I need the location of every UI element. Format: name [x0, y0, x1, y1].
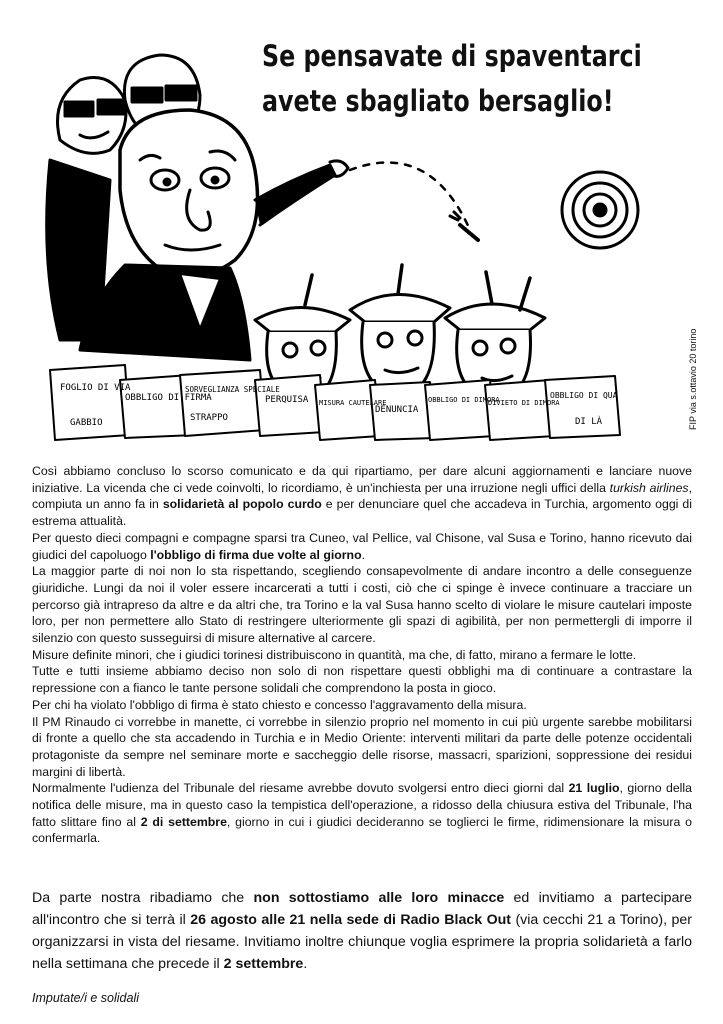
paper-label: PERQUISA	[265, 395, 309, 405]
text-segment: turkish airlines	[609, 480, 689, 495]
text-segment: 21 luglio	[568, 781, 620, 796]
body-paragraph	[32, 563, 692, 647]
paper-label: SORVEGLIANZA SPECIALE	[185, 385, 280, 394]
body-paragraph	[32, 663, 692, 696]
text-segment: .	[361, 547, 365, 562]
paper-label: STRAPPO	[190, 413, 228, 423]
text-segment: Il PM Rinaudo ci vorrebbe in manette, ci vorrebbe in silenzio proprio nel momento in cui più urgente sarebbe mobilitarsi di fronte a quello che sta accadendo in Turchia e in Medio Oriente: interventi militari da parte delle potenze occidentali protagoniste da sempre nel seminare morte e saccheggio delle risorse, massacri, sparizioni, soppressione dei residui margini di libertà.	[32, 714, 692, 779]
paper-label: OBBLIGO DI QUA	[550, 391, 618, 400]
signature: Imputate/i e solidali	[32, 991, 140, 1005]
paper-label: FOGLIO DI VIA	[60, 383, 131, 393]
article-body	[32, 463, 692, 847]
text-segment: Così abbiamo concluso lo scorso comunicato e da qui ripartiamo, per dare alcuni aggiornamenti e lanciare nuove iniziative. La vicenda che ci vede coinvolti, lo ricordiamo, è un'inchiesta per una irruzione negli uffici della	[32, 464, 692, 495]
text-segment: 2 settembre	[223, 956, 304, 972]
text-segment: , giorno della notifica delle misure, ma in questo caso la tempistica dell'operazione, a ridosso della chiusura estiva del Tribunale, l'ha fatto slittare fino al	[32, 781, 692, 829]
paper-label: OBBLIGO DI FIRMA	[125, 393, 212, 403]
cartoon-illustration	[30, 40, 690, 450]
paper-label: DIVIETO DI DIMORA	[488, 399, 560, 407]
text-segment: (via cecchi 21 a Torino), per organizzarsi in vista del riesame. Invitiamo inoltre chiunque voglia esprimere la propria solidarietà a farlo nella settimana che precede il	[32, 912, 693, 972]
text-segment: , giorno in cui i giudici decideranno se toglierci le firme, ridimensionare la misura o confermarla.	[32, 814, 692, 846]
text-segment: ed invitiamo a partecipare all'incontro che si terrà il	[32, 890, 692, 928]
target-icon	[562, 172, 638, 248]
body-paragraph	[32, 463, 692, 530]
text-segment: 2 di settembre	[140, 814, 227, 829]
paper-label: GABBIO	[70, 418, 103, 428]
text-segment: 26 agosto alle 21 nella sede di Radio Black Out	[190, 912, 511, 928]
printer-credit: FIP via s.ottavio 20 torino	[688, 328, 698, 430]
paper-label: MISURA CAUTELARE	[319, 399, 387, 407]
paper-label: DI LÀ	[575, 417, 603, 427]
closing-paragraph	[32, 887, 692, 975]
text-segment: Per chi ha violato l'obbligo di firma è stato chiesto e concesso l'aggravamento della misura.	[32, 697, 527, 712]
text-segment: Per questo dieci compagni e compagne sparsi tra Cuneo, val Pellice, val Chisone, val Susa e Torino, hanno ricevuto dai giudici del capoluogo	[32, 530, 692, 562]
text-segment: e per denunciare quel che accadeva in Turchia, argomento oggi di estrema attualità.	[32, 497, 692, 529]
text-segment: non sottostiamo alle loro minacce	[253, 890, 505, 906]
body-paragraph	[32, 647, 692, 664]
text-segment: , compiuta un anno fa in	[32, 480, 692, 512]
text-segment: solidarietà al popolo curdo	[162, 497, 322, 512]
body-paragraph	[32, 780, 692, 847]
text-segment: Normalmente l'udienza del Tribunale del riesame avrebbe dovuto svolgersi entro dieci giorni dal	[32, 781, 569, 796]
headline-line-2: avete sbagliato bersaglio!	[262, 84, 614, 118]
text-segment: Tutte e tutti insieme abbiamo deciso non solo di non rispettare questi obblighi ma di continuare a contrastare la repressione con a fianco le tante persone solidali che comprendono la posta in gioco.	[32, 664, 692, 696]
policeman-center	[350, 265, 450, 396]
text-segment: Misure definite minori, che i giudici torinesi distribuiscono in quantità, ma che, di fatto, mirano a fermare le lotte.	[32, 647, 637, 662]
paper-label: DENUNCIA	[375, 405, 419, 415]
text-segment: La maggior parte di noi non lo sta rispettando, scegliendo consapevolmente di andare incontro a delle conseguenze giuridiche. Lungi da noi il voler essere incarcerati a tutti i costi, ciò che ci spinge è invece continuare a tracciare un percorso già intrapreso da altre e da altri che, tra Torino e la val Susa hanno scelto di violare le misure cautelari imposte loro, per non permettere allo Stato di restringere ulteriormente gli spazi di agibilità, per non permettergli di imporre il silenzio con questo susseguirsi di misure alternative al carcere.	[32, 564, 692, 646]
text-segment: .	[303, 956, 308, 972]
text-segment: l'obbligo di firma due volte al giorno	[150, 547, 362, 562]
body-paragraph	[32, 697, 692, 714]
paper-label: OBBLIGO DI DIMORA	[428, 396, 500, 404]
body-paragraph	[32, 530, 692, 563]
text-segment: Da parte nostra ribadiamo che	[32, 890, 254, 906]
headline-line-1: Se pensavate di spaventarci	[262, 39, 642, 73]
body-paragraph	[32, 714, 692, 781]
